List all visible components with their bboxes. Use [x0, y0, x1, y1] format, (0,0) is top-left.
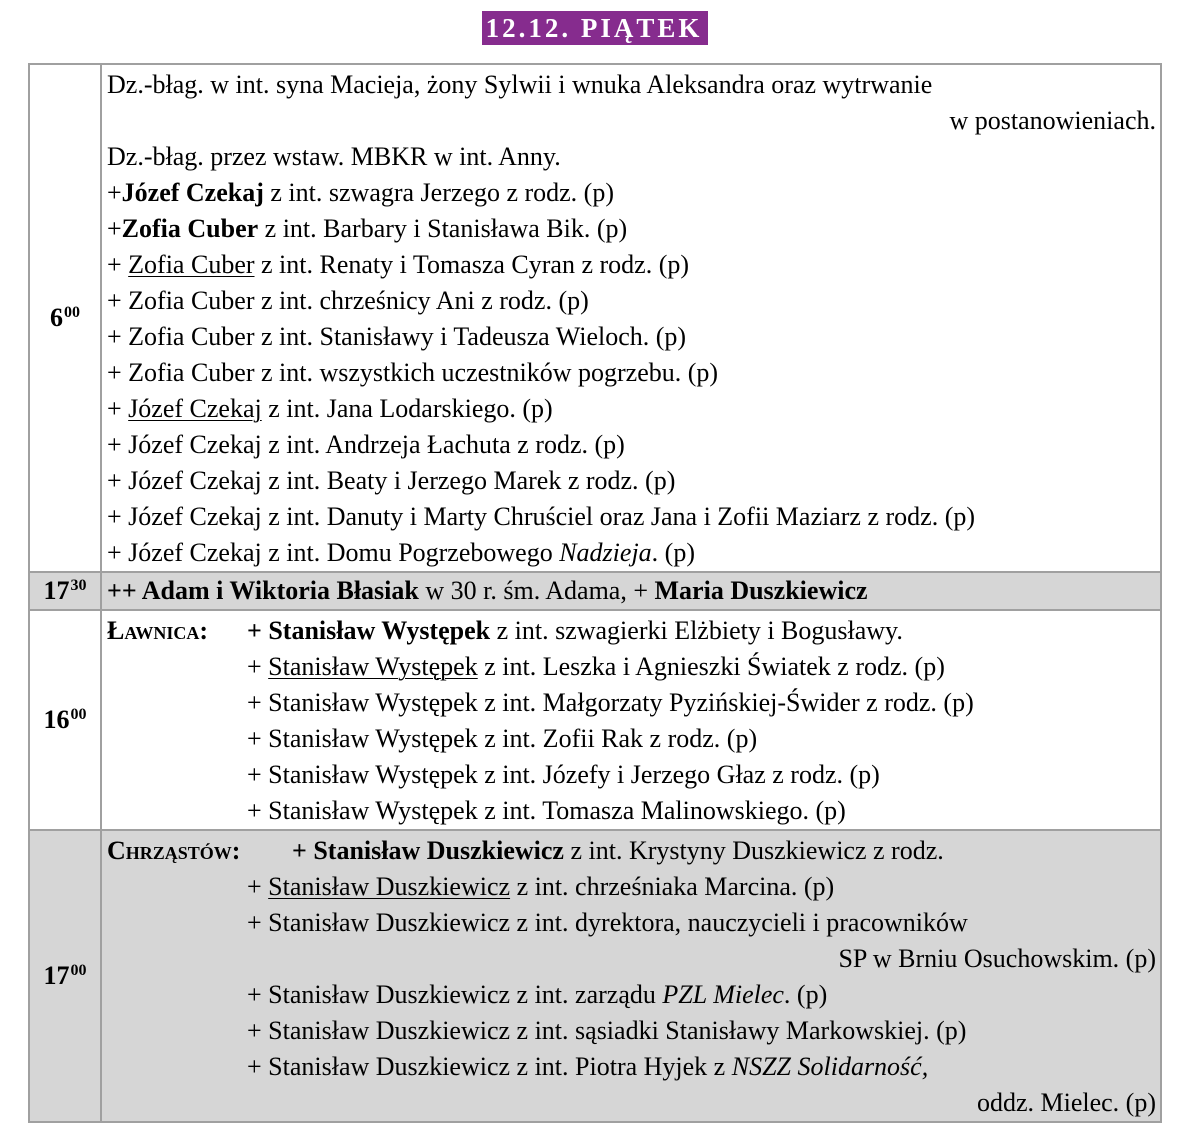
cross-mark: + — [107, 214, 122, 243]
intention-text: + Stanisław Duszkiewicz z int. Piotra Hyjek z — [247, 1052, 732, 1081]
deceased-name: Józef Czekaj — [121, 178, 264, 207]
time-cell — [29, 830, 101, 1122]
cross-mark: ++ — [107, 576, 142, 605]
italic-name: PZL Mielec — [662, 980, 784, 1009]
intention-text: + Zofia Cuber z int. wszystkich uczestników pogrzebu. (p) — [107, 358, 719, 387]
intention-text: SP w Brniu Osuchowskim. (p) — [838, 944, 1156, 973]
intention-line — [107, 685, 1156, 721]
intention-text: z int. szwagierki Elżbiety i Bogusławy. — [490, 616, 903, 645]
intentions-cell — [101, 572, 1161, 610]
deceased-name: Zofia Cuber — [121, 214, 259, 243]
intention-text: + Józef Czekaj z int. Beaty i Jerzego Marek z rodz. (p) — [107, 466, 676, 495]
place-label: Chrząstów: — [107, 836, 241, 865]
intention-text: + Józef Czekaj z int. Andrzeja Łachuta z rodz. (p) — [107, 430, 625, 459]
intention-line-continuation — [107, 103, 1156, 139]
time-minutes: 00 — [70, 962, 87, 979]
schedule-row-1730 — [29, 572, 1161, 610]
intention-text: + Stanisław Występek z int. Tomasza Malinowskiego. (p) — [247, 796, 846, 825]
intention-text: Dz.-błag. w int. syna Macieja, żony Sylwii i wnuka Aleksandra oraz wytrwanie — [107, 70, 933, 99]
intention-text: z int. Renaty i Tomasza Cyran z rodz. (p) — [254, 250, 690, 279]
intention-text: . (p) — [651, 538, 695, 567]
intention-text: + Stanisław Występek z int. Józefy i Jerzego Głaz z rodz. (p) — [247, 760, 880, 789]
intention-text: + Stanisław Duszkiewicz z int. sąsiadki Stanisławy Markowskiej. (p) — [247, 1016, 967, 1045]
intention-text: z int. Leszka i Agnieszki Światek z rodz. (p) — [477, 652, 945, 681]
intentions-cell — [101, 64, 1161, 572]
place-label: Ławnica: — [107, 616, 209, 645]
intention-text: oddz. Mielec. (p) — [976, 1088, 1156, 1117]
intentions-cell — [101, 610, 1161, 830]
cross-mark: + — [107, 178, 122, 207]
intention-line — [107, 649, 1156, 685]
time-minutes: 00 — [64, 304, 80, 321]
intention-line — [107, 427, 1156, 463]
intention-text: + Józef Czekaj z int. Domu Pogrzebowego — [107, 538, 560, 567]
intention-line-continuation — [107, 941, 1156, 977]
time-minutes: 30 — [70, 577, 87, 594]
intention-text: w 30 r. śm. Adama, + — [418, 576, 655, 605]
deceased-name: Stanisław Występek — [268, 652, 478, 681]
deceased-name: Stanisław Duszkiewicz — [313, 836, 564, 865]
intention-line — [107, 905, 1156, 941]
intention-text: + Stanisław Duszkiewicz z int. dyrektora, nauczycieli i pracowników — [247, 908, 968, 937]
deceased-name: Adam i Wiktoria Błasiak — [141, 576, 419, 605]
cross-mark: + — [247, 652, 269, 681]
intention-line — [107, 175, 1156, 211]
intentions-cell — [101, 830, 1161, 1122]
schedule-row-1600 — [29, 610, 1161, 830]
intention-line — [107, 283, 1156, 319]
intention-text: . (p) — [783, 980, 828, 1009]
cross-mark: + — [247, 616, 269, 645]
mass-schedule-table — [28, 63, 1162, 1123]
deceased-name: Stanisław Duszkiewicz — [268, 872, 511, 901]
intention-line — [107, 793, 1156, 829]
intention-line — [107, 1049, 1156, 1085]
cross-mark: + — [292, 836, 314, 865]
intention-text: z int. szwagra Jerzego z rodz. (p) — [263, 178, 615, 207]
deceased-name: Józef Czekaj — [128, 394, 262, 423]
intention-line — [107, 355, 1156, 391]
intention-line — [107, 247, 1156, 283]
intention-line — [107, 535, 1156, 571]
intention-text: + Józef Czekaj z int. Danuty i Marty Chruściel oraz Jana i Zofii Maziarz z rodz. (p) — [107, 502, 976, 531]
intention-line — [107, 757, 1156, 793]
intention-line-continuation — [107, 1085, 1156, 1121]
intention-line — [107, 869, 1156, 905]
time-cell — [29, 572, 101, 610]
day-header — [0, 11, 1190, 45]
intention-text: + Stanisław Występek z int. Zofii Rak z rodz. (p) — [247, 724, 758, 753]
intention-text: Dz.-błag. przez wstaw. MBKR w int. Anny. — [107, 142, 561, 171]
intention-text: + Stanisław Występek z int. Małgorzaty Pyzińskiej-Świder z rodz. (p) — [247, 688, 974, 717]
intention-text: z int. Krystyny Duszkiewicz z rodz. — [563, 836, 944, 865]
intention-text: z int. Barbary i Stanisława Bik. (p) — [258, 214, 628, 243]
intention-line — [107, 977, 1156, 1013]
intention-text: + Stanisław Duszkiewicz z int. zarządu — [247, 980, 663, 1009]
intention-text: w postanowieniach. — [949, 106, 1156, 135]
time-hour: 17 — [43, 961, 70, 990]
intention-text: + Zofia Cuber z int. chrześnicy Ani z rodz. (p) — [107, 286, 589, 315]
intention-line — [107, 833, 1156, 869]
cross-mark: + — [107, 394, 129, 423]
intention-line — [107, 463, 1156, 499]
deceased-name: Maria Duszkiewicz — [654, 576, 868, 605]
time-minutes: 00 — [70, 706, 87, 723]
cross-mark: + — [247, 872, 269, 901]
time-hour: 6 — [50, 303, 63, 332]
time-cell — [29, 610, 101, 830]
day-title: 12.12. PIĄTEK — [482, 11, 709, 45]
intention-line — [107, 319, 1156, 355]
intention-line — [107, 573, 1156, 609]
intention-text: z int. chrześniaka Marcina. (p) — [510, 872, 835, 901]
intention-line — [107, 721, 1156, 757]
deceased-name: Stanisław Występek — [268, 616, 491, 645]
intention-line — [107, 391, 1156, 427]
schedule-row-1700 — [29, 830, 1161, 1122]
time-hour: 17 — [43, 576, 70, 605]
cross-mark: + — [107, 250, 129, 279]
time-hour: 16 — [43, 705, 70, 734]
schedule-row-600 — [29, 64, 1161, 572]
deceased-name: Zofia Cuber — [128, 250, 255, 279]
italic-name: Nadzieja — [559, 538, 652, 567]
italic-name: NSZZ Solidarność, — [731, 1052, 929, 1081]
intention-text: + Zofia Cuber z int. Stanisławy i Tadeusza Wieloch. (p) — [107, 322, 687, 351]
time-cell — [29, 64, 101, 572]
intention-line — [107, 139, 1156, 175]
intention-line — [107, 1013, 1156, 1049]
intention-line — [107, 499, 1156, 535]
intention-line — [107, 67, 1156, 103]
intention-text: z int. Jana Lodarskiego. (p) — [261, 394, 553, 423]
intention-line — [107, 613, 1156, 649]
intention-line — [107, 211, 1156, 247]
